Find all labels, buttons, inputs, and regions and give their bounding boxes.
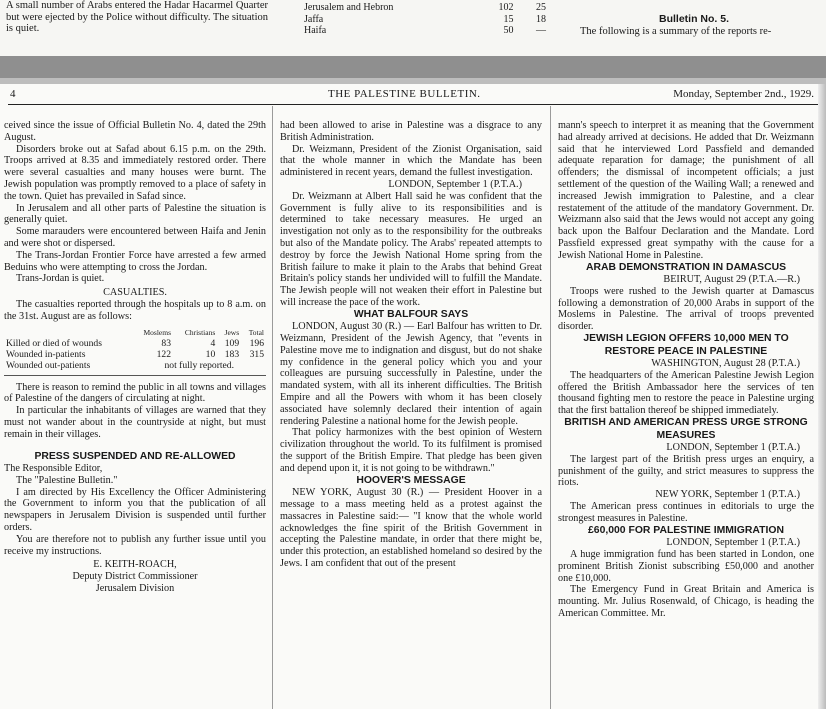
paragraph: Dr. Weizmann, President of the Zionist Organisation, said that the whole manner in which the Mandate has been administered in recent years, demand the fullest investigation. (280, 143, 542, 179)
paragraph: Trans-Jordan is quiet. (16, 273, 105, 285)
dateline: LONDON, September 1 (P.T.A.) (388, 178, 522, 190)
section-heading: WHAT BALFOUR SAYS (353, 308, 469, 320)
dateline: LONDON, September 1 (P.T.A.) (666, 537, 800, 549)
paragraph: That policy harmonizes with the best opinion of Western civilization throughout the world. To its fulfilment is promised the support of the British Empire. That pledge has been given and depend upon it, it is not going to be withdrawn." (280, 427, 542, 474)
section-heading: CASUALTIES. (103, 287, 167, 299)
column-2 (280, 120, 542, 570)
paragraph: The casualties reported through the hospitals up to 8 a.m. on the 31st. August are as follows: (4, 298, 266, 322)
column-rule (272, 106, 273, 709)
address-line: The "Palestine Bulletin." (16, 474, 118, 486)
section-heading: JEWISH LEGION OFFERS 10,000 MEN TO RESTORE PEACE IN PALESTINE (583, 333, 789, 357)
top-casualty-table (300, 2, 550, 37)
section-heading: PRESS SUSPENDED AND RE-ALLOWED (34, 450, 236, 462)
page-number: 4 (10, 88, 16, 100)
paragraph: NEW YORK, August 30 (R.) — President Hoover in a message to a mass meeting held as a protest against the massacres in Palestine said:— "I know that the whole world acknowledges the fine spirit of the British Government in accepting the Palestine mandate, in order that there might be, under this protection, an established homeland so desired by the Jews. I am confident that out of the present (280, 487, 542, 569)
paragraph: The largest part of the British press urges an enquiry, a punishment of the guilty, and strict measures to suppress the riots. (558, 453, 814, 489)
previous-page-fragment (0, 0, 826, 56)
table-row: Jerusalem and Hebron 102 25 (304, 2, 546, 13)
paragraph: Troops were rushed to the Jewish quarter at Damascus following a demonstration of 20,000 Arabs in support of the Moslems in Palestine. The arrival of troops prevented disorder. (558, 285, 814, 333)
masthead (8, 86, 818, 105)
section-heading: ARAB DEMONSTRATION IN DAMASCUS (585, 261, 787, 273)
paragraph: The Emergency Fund in Great Britain and America is mounting. Mr. Julius Rosenwald, of Chicago, is heading the American Committee. Mr. (558, 584, 814, 619)
section-heading: £60,000 FOR PALESTINE IMMIGRATION (588, 524, 784, 536)
paragraph: The headquarters of the American Palestine Jewish Legion offered the British Ambassador here the services of ten thousand fighting men to restore the peace in Palestine urging that the first battalion thereof be shipped immediately. (558, 369, 814, 417)
page-title: THE PALESTINE BULLETIN. (328, 88, 481, 100)
signature: E. KEITH-ROACH, (93, 559, 177, 571)
paragraph: ceived since the issue of Official Bulletin No. 4, dated the 29th August. (4, 120, 266, 143)
dateline: WASHINGTON, August 28 (P.T.A.) (651, 358, 800, 370)
paragraph: In Jerusalem and all other parts of Palestine the situation is generally quiet. (4, 202, 266, 226)
table-row: Haifa 50 — (304, 25, 546, 36)
paragraph: LONDON, August 30 (R.) — Earl Balfour has written to Dr. Weizmann, President of the Jewish Agency, that "events in Palestine move me to indignation and disgust, but do not shake my confidence in the general policy which you and your colleagues are pursuing successfully in Palestine, under the mandated system, with all its inherent difficulties. The British Empire and all the Powers with whom it has been closely associated have solemnly declared their intention of again rendering Palestine a national home for the Jewish people. (280, 321, 542, 427)
casualty-table (4, 327, 266, 371)
signature-title: Deputy District Commissioner (72, 571, 198, 583)
column-rule (550, 106, 551, 709)
dateline: NEW YORK, September 1 (P.T.A.) (655, 489, 800, 501)
address-line: The Responsible Editor, (4, 463, 103, 475)
paragraph: Disorders broke out at Safad about 6.15 p.m. on the 29th. Troops arrived at 8.35 and immediately restored order. There were several casualties and many houses were burnt. The Jewish population was promptly removed to a place of safety in the town. Quiet has prevailed in Safad since. (4, 143, 266, 202)
paragraph: You are therefore not to publish any further issue until you receive my instructions. (4, 533, 266, 557)
scan-edge (818, 84, 826, 709)
table-row: Wounded out-patients not fully reported. (6, 359, 235, 371)
table-header-row: Moslems Christians Jews Total (143, 327, 264, 337)
paragraph: Dr. Weizmann at Albert Hall said he was confident that the Government is fully alive to its responsibilities and is determined to take necessary measures. He urged an investigation not only as to the responsibility for the outbreaks but also of the Mandate policy. The Arabs' repeated attempts to destroy by force the Jewish National Home spring from the British failure to make it plain to the Arabs that behind Great Britain's policy stands her undivided will to fulfill the Mandate. The Jewish people will not weaken their effort in Palestine but will increase the pace of the work. (280, 190, 542, 308)
paragraph: mann's speech to interpret it as meaning that the Government had already arrived at decisions. He added that Dr. Weizmann said that he interviewed Lord Passfield and demanded adequate reparation for damage; the punishment of all offenders; the dismissal of incompetent officials; a just settlement of the question of the Wailing Wall; a renewed and increased Jewish immigration to Palestine, and a clear restatement of the attitude of the mandatory Government. Dr. Weizmann also said that the Jews would not accept any going back upon the Balfour Declaration and the Mandate. Lord Passfield expressed great sympathy with the cause for a Jewish National Home in Palestine. (558, 120, 814, 261)
paragraph: I am directed by His Excellency the Officer Administering the Government to inform you that the publication of all newspapers in Jerusalem Division is suspended until further orders. (4, 486, 266, 534)
paragraph: Some marauders were encountered between Haifa and Jenin and were shot or dispersed. (4, 226, 266, 249)
dateline: BEIRUT, August 29 (P.T.A.—R.) (663, 274, 800, 286)
top-left-text: A small number of Arabs entered the Hadar Hacarmel Quarter but were ejected by the Police without difficulty. The situation is quiet. (6, 0, 268, 34)
divider (4, 375, 266, 376)
signature-division: Jerusalem Division (95, 583, 175, 594)
page-gap (0, 56, 826, 84)
table-row: Wounded in-patients 122 10 183 315 (6, 348, 264, 360)
paragraph: The Trans-Jordan Frontier Force have arrested a few armed Beduins who were attempting to cross the Jordan. (4, 249, 266, 273)
newspaper-page (0, 84, 826, 709)
section-heading: BRITISH AND AMERICAN PRESS URGE STRONG MEASURES (564, 417, 808, 441)
dateline: LONDON, September 1 (P.T.A.) (666, 442, 800, 454)
paragraph: The American press continues in editorials to urge the strongest measures in Palestine. (558, 501, 814, 524)
table-row: Killed or died of wounds 83 4 109 196 (6, 337, 264, 349)
top-bulletin: Bulletin No. 5. The following is a summary of the reports re- (580, 13, 772, 37)
issue-date: Monday, September 2nd., 1929. (673, 88, 814, 100)
paragraph: A huge immigration fund has been started in London, one prominent British Zionist subscribing £50,000 and another one £10,000. (558, 548, 814, 584)
paragraph: There is reason to remind the public in all towns and villages of Palestine of the dangers of circulating at night. (4, 381, 266, 405)
column-1 (4, 120, 266, 595)
column-3 (558, 120, 814, 620)
table-row: Jaffa 15 18 (304, 13, 546, 25)
paragraph: had been allowed to arise in Palestine was a disgrace to any British Administration. (280, 120, 542, 143)
paragraph: In particular the inhabitants of villages are warned that they must not wander about in the countryside at night, but must remain in their villages. (4, 405, 266, 440)
section-heading: HOOVER'S MESSAGE (356, 474, 466, 486)
